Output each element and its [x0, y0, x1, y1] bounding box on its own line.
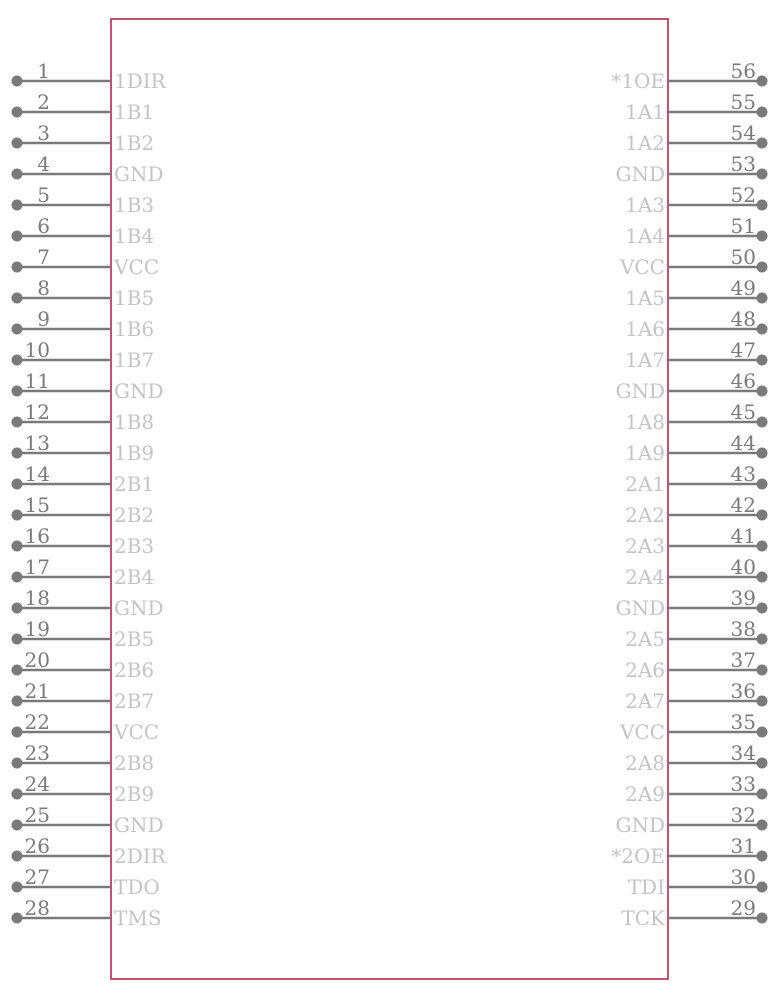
pin-number-label: 32 [730, 803, 756, 827]
pin-number-label: 49 [730, 276, 756, 300]
pin-number-label: 56 [730, 59, 756, 83]
pin-number-label: 43 [730, 462, 756, 486]
pin-name-label: 1A6 [625, 317, 665, 341]
pin-31 [611, 834, 767, 868]
pin-name-label: 2B1 [114, 472, 155, 496]
pin-endpoint [12, 138, 23, 149]
pin-number-label: 24 [24, 772, 50, 796]
pin-name-label: TMS [114, 906, 162, 930]
pin-endpoint [757, 913, 768, 924]
pin-17 [12, 555, 155, 589]
pin-name-label: 1B6 [114, 317, 155, 341]
pin-name-label: 1A3 [625, 193, 665, 217]
pin-number-label: 44 [730, 431, 756, 455]
pin-endpoint [757, 634, 768, 645]
pin-endpoint [757, 448, 768, 459]
pin-27 [12, 865, 160, 899]
pin-number-label: 17 [24, 555, 50, 579]
pin-name-label: GND [615, 596, 665, 620]
pin-20 [12, 648, 155, 682]
pin-endpoint [12, 727, 23, 738]
pin-endpoint [757, 138, 768, 149]
pin-number-label: 1 [37, 59, 50, 83]
pin-44 [625, 431, 767, 465]
pin-number-label: 54 [730, 121, 756, 145]
pin-endpoint [757, 262, 768, 273]
pin-name-label: 1A5 [625, 286, 665, 310]
pin-endpoint [12, 448, 23, 459]
pin-endpoint [757, 758, 768, 769]
pin-name-label: 1B1 [114, 100, 155, 124]
pin-endpoint [757, 200, 768, 211]
pin-41 [625, 524, 767, 558]
pin-9 [12, 307, 155, 341]
pin-3 [12, 121, 155, 155]
pin-endpoint [12, 417, 23, 428]
pin-55 [625, 90, 767, 124]
pin-endpoint [12, 882, 23, 893]
pin-name-label: TCK [621, 906, 665, 930]
pin-name-label: 1B8 [114, 410, 155, 434]
pin-11 [12, 369, 164, 403]
pin-endpoint [757, 324, 768, 335]
pin-name-label: 1DIR [114, 69, 166, 93]
pin-28 [12, 896, 162, 930]
pin-endpoint [12, 200, 23, 211]
pin-endpoint [12, 479, 23, 490]
pin-name-label: 2A4 [625, 565, 665, 589]
pin-endpoint [757, 820, 768, 831]
pin-endpoint [12, 169, 23, 180]
pin-name-label: 1B3 [114, 193, 155, 217]
pin-name-label: 2A6 [625, 658, 665, 682]
pin-endpoint [12, 603, 23, 614]
pin-name-label: 1B7 [114, 348, 155, 372]
pin-23 [12, 741, 155, 775]
pin-number-label: 45 [730, 400, 756, 424]
pin-number-label: 13 [24, 431, 50, 455]
pin-number-label: 25 [24, 803, 50, 827]
pin-number-label: 37 [730, 648, 756, 672]
pin-endpoint [757, 665, 768, 676]
pin-name-label: 1B5 [114, 286, 155, 310]
pin-18 [12, 586, 164, 620]
pin-name-label: VCC [114, 255, 160, 279]
pin-endpoint [12, 696, 23, 707]
pin-14 [12, 462, 155, 496]
pin-number-label: 20 [24, 648, 50, 672]
pin-7 [12, 245, 160, 279]
pin-name-label: 2B2 [114, 503, 155, 527]
pin-number-label: 22 [24, 710, 50, 734]
pin-name-label: *2OE [611, 844, 665, 868]
pin-number-label: 51 [730, 214, 756, 238]
pin-name-label: 2A7 [625, 689, 665, 713]
pin-number-label: 41 [730, 524, 756, 548]
pin-endpoint [12, 572, 23, 583]
pin-name-label: GND [114, 379, 164, 403]
pin-38 [625, 617, 767, 651]
pin-name-label: 2B9 [114, 782, 155, 806]
pin-endpoint [757, 727, 768, 738]
pin-52 [625, 183, 767, 217]
pin-53 [615, 152, 767, 186]
pin-number-label: 48 [730, 307, 756, 331]
pin-number-label: 5 [37, 183, 50, 207]
left-pin-group [12, 59, 167, 930]
pin-39 [615, 586, 767, 620]
pin-number-label: 6 [37, 214, 50, 238]
pin-name-label: 2B5 [114, 627, 155, 651]
pin-name-label: 1A2 [625, 131, 665, 155]
pin-endpoint [757, 789, 768, 800]
pin-37 [625, 648, 767, 682]
pin-16 [12, 524, 155, 558]
pin-name-label: VCC [619, 255, 665, 279]
pin-name-label: GND [114, 162, 164, 186]
pin-51 [625, 214, 767, 248]
pin-43 [625, 462, 767, 496]
pin-endpoint [12, 758, 23, 769]
pin-48 [625, 307, 767, 341]
pin-endpoint [757, 293, 768, 304]
pin-number-label: 10 [24, 338, 50, 362]
pin-endpoint [757, 355, 768, 366]
pin-endpoint [757, 572, 768, 583]
pin-endpoint [757, 603, 768, 614]
pin-name-label: GND [615, 379, 665, 403]
pin-10 [12, 338, 155, 372]
pin-number-label: 52 [730, 183, 756, 207]
pin-42 [625, 493, 767, 527]
pin-1 [12, 59, 167, 93]
pin-endpoint [757, 386, 768, 397]
pin-29 [621, 896, 767, 930]
pin-name-label: 1A7 [625, 348, 665, 372]
pin-name-label: 2A8 [625, 751, 665, 775]
pin-name-label: 2A3 [625, 534, 665, 558]
pin-26 [12, 834, 167, 868]
pin-19 [12, 617, 155, 651]
pin-name-label: 2B6 [114, 658, 155, 682]
pin-number-label: 28 [24, 896, 50, 920]
pin-endpoint [12, 293, 23, 304]
pin-number-label: 42 [730, 493, 756, 517]
pin-endpoint [757, 696, 768, 707]
pin-number-label: 16 [24, 524, 50, 548]
pin-number-label: 50 [730, 245, 756, 269]
pin-number-label: 36 [730, 679, 756, 703]
pin-50 [619, 245, 768, 279]
pin-13 [12, 431, 155, 465]
pin-name-label: VCC [114, 720, 160, 744]
pin-34 [625, 741, 767, 775]
pin-number-label: 14 [24, 462, 50, 486]
pin-endpoint [12, 665, 23, 676]
pin-name-label: 2A9 [625, 782, 665, 806]
pin-endpoint [757, 510, 768, 521]
pin-number-label: 19 [24, 617, 50, 641]
pin-name-label: 2A2 [625, 503, 665, 527]
pin-name-label: TDO [114, 875, 160, 899]
pin-name-label: 1B2 [114, 131, 155, 155]
pin-6 [12, 214, 155, 248]
pin-name-label: 2A1 [625, 472, 665, 496]
pin-endpoint [757, 851, 768, 862]
pin-name-label: 2B4 [114, 565, 155, 589]
pin-number-label: 2 [37, 90, 50, 114]
pin-number-label: 27 [24, 865, 50, 889]
pin-number-label: 23 [24, 741, 50, 765]
pin-endpoint [757, 231, 768, 242]
pin-15 [12, 493, 155, 527]
pin-33 [625, 772, 767, 806]
pin-endpoint [12, 76, 23, 87]
pin-number-label: 34 [730, 741, 756, 765]
pin-name-label: GND [114, 596, 164, 620]
pin-name-label: 2B8 [114, 751, 155, 775]
pin-number-label: 53 [730, 152, 756, 176]
pin-36 [625, 679, 767, 713]
pin-endpoint [12, 541, 23, 552]
pin-30 [628, 865, 768, 899]
pin-45 [625, 400, 767, 434]
pin-endpoint [12, 789, 23, 800]
pin-25 [12, 803, 164, 837]
pin-35 [619, 710, 768, 744]
pin-2 [12, 90, 155, 124]
pin-number-label: 38 [730, 617, 756, 641]
pin-8 [12, 276, 155, 310]
pin-number-label: 33 [730, 772, 756, 796]
pin-endpoint [12, 231, 23, 242]
pin-name-label: GND [114, 813, 164, 837]
pin-endpoint [12, 851, 23, 862]
pin-56 [611, 59, 767, 93]
pin-endpoint [12, 386, 23, 397]
pin-22 [12, 710, 160, 744]
pin-24 [12, 772, 155, 806]
pin-endpoint [757, 541, 768, 552]
pin-name-label: 2DIR [114, 844, 166, 868]
pin-32 [615, 803, 767, 837]
pin-endpoint [12, 262, 23, 273]
pin-endpoint [757, 417, 768, 428]
pin-name-label: GND [615, 162, 665, 186]
pin-number-label: 3 [37, 121, 50, 145]
pin-21 [12, 679, 155, 713]
pin-name-label: 1A1 [625, 100, 665, 124]
pin-number-label: 8 [37, 276, 50, 300]
pin-number-label: 46 [730, 369, 756, 393]
pin-name-label: VCC [619, 720, 665, 744]
pin-endpoint [12, 820, 23, 831]
pin-name-label: 1B9 [114, 441, 155, 465]
pin-name-label: 1A4 [625, 224, 665, 248]
pin-number-label: 7 [37, 245, 50, 269]
ic-body-outline [111, 19, 668, 979]
pin-4 [12, 152, 164, 186]
pin-endpoint [757, 76, 768, 87]
pin-40 [625, 555, 767, 589]
pin-12 [12, 400, 155, 434]
pin-number-label: 12 [24, 400, 50, 424]
right-pin-group [611, 59, 767, 930]
pin-endpoint [12, 107, 23, 118]
pin-number-label: 47 [730, 338, 756, 362]
pin-number-label: 29 [730, 896, 756, 920]
pin-name-label: 1A9 [625, 441, 665, 465]
pin-endpoint [12, 510, 23, 521]
pin-number-label: 11 [24, 369, 50, 393]
pin-endpoint [757, 169, 768, 180]
pin-number-label: 21 [24, 679, 50, 703]
pin-endpoint [12, 355, 23, 366]
pin-name-label: 2A5 [625, 627, 665, 651]
pin-number-label: 39 [730, 586, 756, 610]
pin-number-label: 26 [24, 834, 50, 858]
pin-endpoint [757, 107, 768, 118]
pin-name-label: 2B7 [114, 689, 155, 713]
pin-47 [625, 338, 767, 372]
pin-name-label: 1B4 [114, 224, 155, 248]
pin-endpoint [757, 479, 768, 490]
pin-number-label: 30 [730, 865, 756, 889]
pin-endpoint [12, 324, 23, 335]
pin-number-label: 18 [24, 586, 50, 610]
pin-endpoint [12, 634, 23, 645]
pin-number-label: 9 [37, 307, 50, 331]
pin-number-label: 35 [730, 710, 756, 734]
pin-endpoint [757, 882, 768, 893]
pin-number-label: 40 [730, 555, 756, 579]
pin-name-label: 1A8 [625, 410, 665, 434]
pin-number-label: 15 [24, 493, 50, 517]
pin-54 [625, 121, 767, 155]
pin-5 [12, 183, 155, 217]
pin-name-label: 2B3 [114, 534, 155, 558]
pin-name-label: TDI [627, 875, 665, 899]
pin-number-label: 31 [730, 834, 756, 858]
pin-number-label: 55 [730, 90, 756, 114]
pin-name-label: *1OE [611, 69, 665, 93]
pin-endpoint [12, 913, 23, 924]
pin-49 [625, 276, 767, 310]
pin-number-label: 4 [37, 152, 50, 176]
pin-name-label: GND [615, 813, 665, 837]
pin-46 [615, 369, 767, 403]
